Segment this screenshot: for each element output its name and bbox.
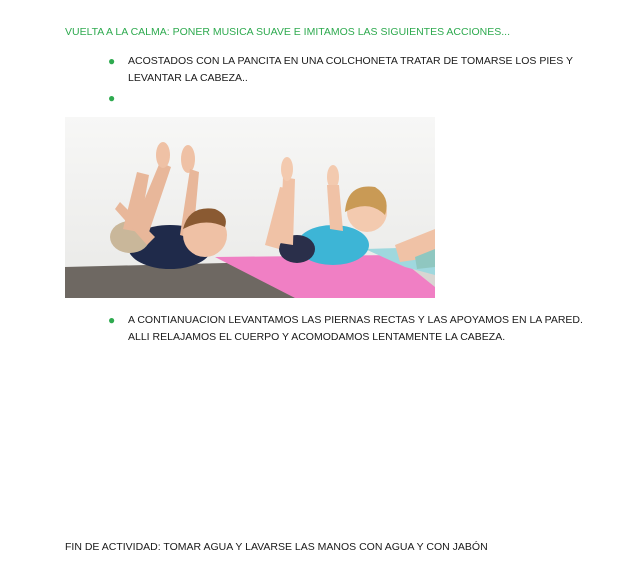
yoga-illustration xyxy=(65,117,435,298)
section-heading: VUELTA A LA CALMA: PONER MUSICA SUAVE E IMITAMOS LAS SIGUIENTES ACCIONES... xyxy=(65,26,511,38)
bullet-item xyxy=(108,53,588,87)
bullet-item xyxy=(108,312,588,346)
bullet-item xyxy=(108,90,588,107)
footer-text: FIN DE ACTIVIDAD: TOMAR AGUA Y LAVARSE LAS MANOS CON AGUA Y CON JABÓN xyxy=(65,541,488,553)
bullet-text: ACOSTADOS CON LA PANCITA EN UNA COLCHONETA TRATAR DE TOMARSE LOS PIES Y LEVANTAR LA CABEZA.. xyxy=(128,55,573,84)
bullet-list-bottom xyxy=(108,312,588,349)
bullet-text: A CONTIANUACION LEVANTAMOS LAS PIERNAS RECTAS Y LAS APOYAMOS EN LA PARED. ALLI RELAJAMOS EL CUERPO Y ACOMODAMOS LENTAMENTE LA CABEZA. xyxy=(128,314,583,343)
bullet-dot-icon: ● xyxy=(108,54,116,68)
bullet-dot-icon: ● xyxy=(108,313,116,327)
bullet-text-empty xyxy=(128,90,588,107)
bullet-list-top xyxy=(108,53,588,110)
yoga-photo xyxy=(65,117,435,298)
bullet-dot-icon: ● xyxy=(108,91,116,105)
